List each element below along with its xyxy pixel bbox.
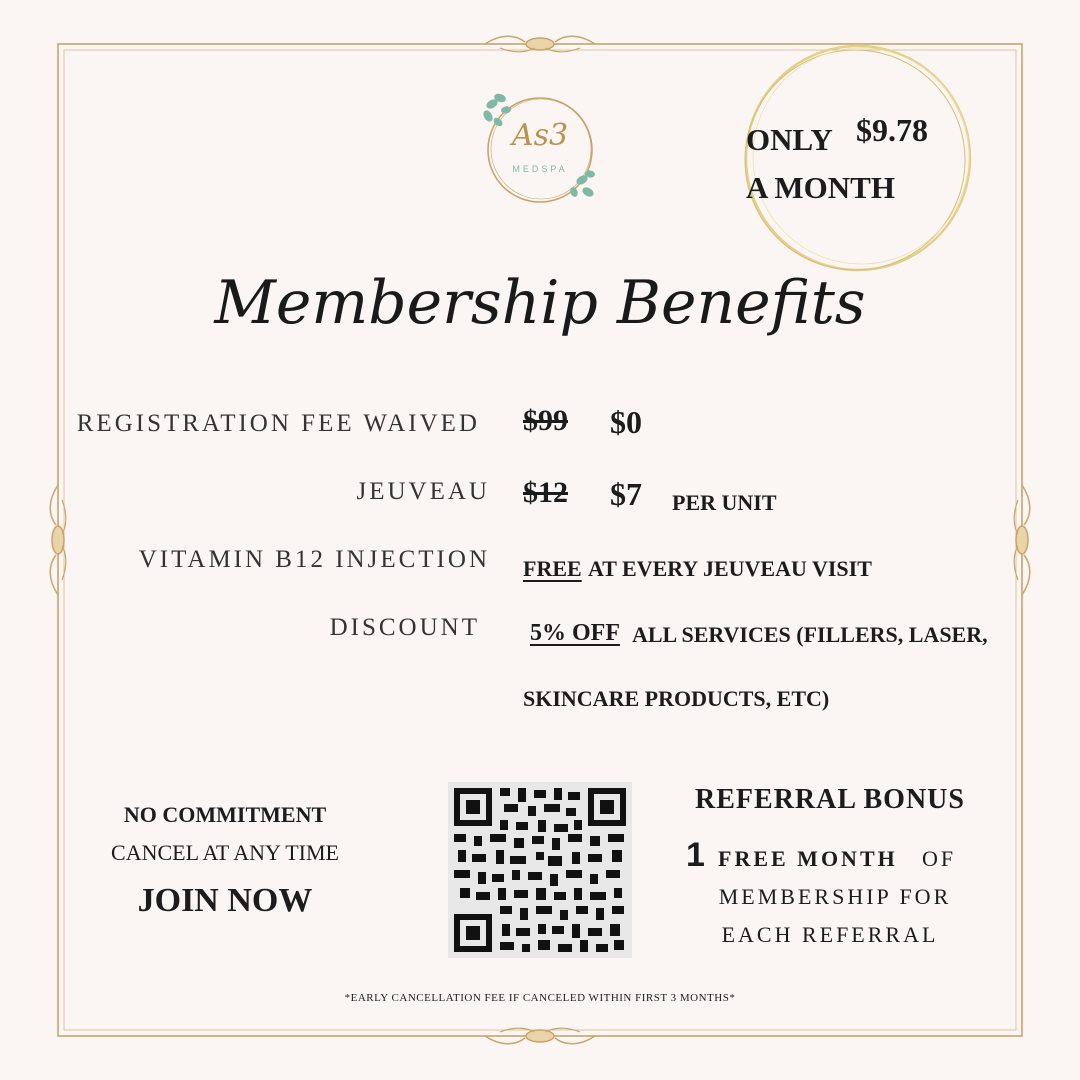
registration-new-price: $0	[610, 404, 642, 440]
badge-month-label: A MONTH	[746, 170, 895, 205]
badge-circle-icon	[728, 40, 978, 280]
referral-of: OF	[922, 846, 957, 871]
jeuveau-unit-label: PER UNIT	[672, 490, 777, 515]
b12-detail: AT EVERY JEUVEAU VISIT	[588, 556, 872, 581]
price-badge	[728, 40, 978, 280]
badge-only-label: ONLY	[746, 122, 833, 157]
cancel-anytime-label: CANCEL AT ANY TIME	[111, 840, 339, 865]
benefit-label-registration: REGISTRATION FEE WAIVED	[76, 410, 480, 437]
referral-free-month: FREE MONTH	[718, 846, 898, 871]
benefit-label-jeuveau: JEUVEAU	[356, 478, 490, 505]
registration-old-price: $99	[523, 404, 568, 437]
discount-highlight: 5% OFF	[530, 620, 620, 646]
benefit-label-discount: DISCOUNT	[329, 614, 480, 641]
qr-code[interactable]	[448, 782, 632, 958]
jeuveau-old-price: $12	[523, 476, 568, 509]
logo	[478, 88, 602, 212]
footnote: *EARLY CANCELLATION FEE IF CANCELED WITHIN FIRST 3 MONTHS*	[344, 992, 736, 1004]
referral-number: 1	[686, 836, 705, 874]
logo-text: As3	[511, 118, 569, 153]
jeuveau-new-price: $7	[610, 476, 642, 512]
referral-line3: EACH REFERRAL	[721, 922, 939, 947]
discount-detail: ALL SERVICES (FILLERS, LASER,	[632, 622, 988, 647]
page-title: Membership Benefits	[214, 268, 866, 338]
b12-free-label: FREE	[523, 556, 582, 581]
logo-subtitle: MEDSPA	[512, 164, 568, 174]
qr-code-icon	[448, 782, 632, 958]
discount-detail-continued: SKINCARE PRODUCTS, ETC)	[523, 686, 830, 711]
referral-title: REFERRAL BONUS	[695, 784, 965, 815]
referral-line2: MEMBERSHIP FOR	[718, 884, 952, 909]
badge-price: $9.78	[856, 112, 928, 148]
no-commitment-label: NO COMMITMENT	[123, 802, 327, 827]
benefit-label-b12: VITAMIN B12 INJECTION	[138, 546, 490, 573]
join-now-button[interactable]: JOIN NOW	[137, 882, 313, 919]
